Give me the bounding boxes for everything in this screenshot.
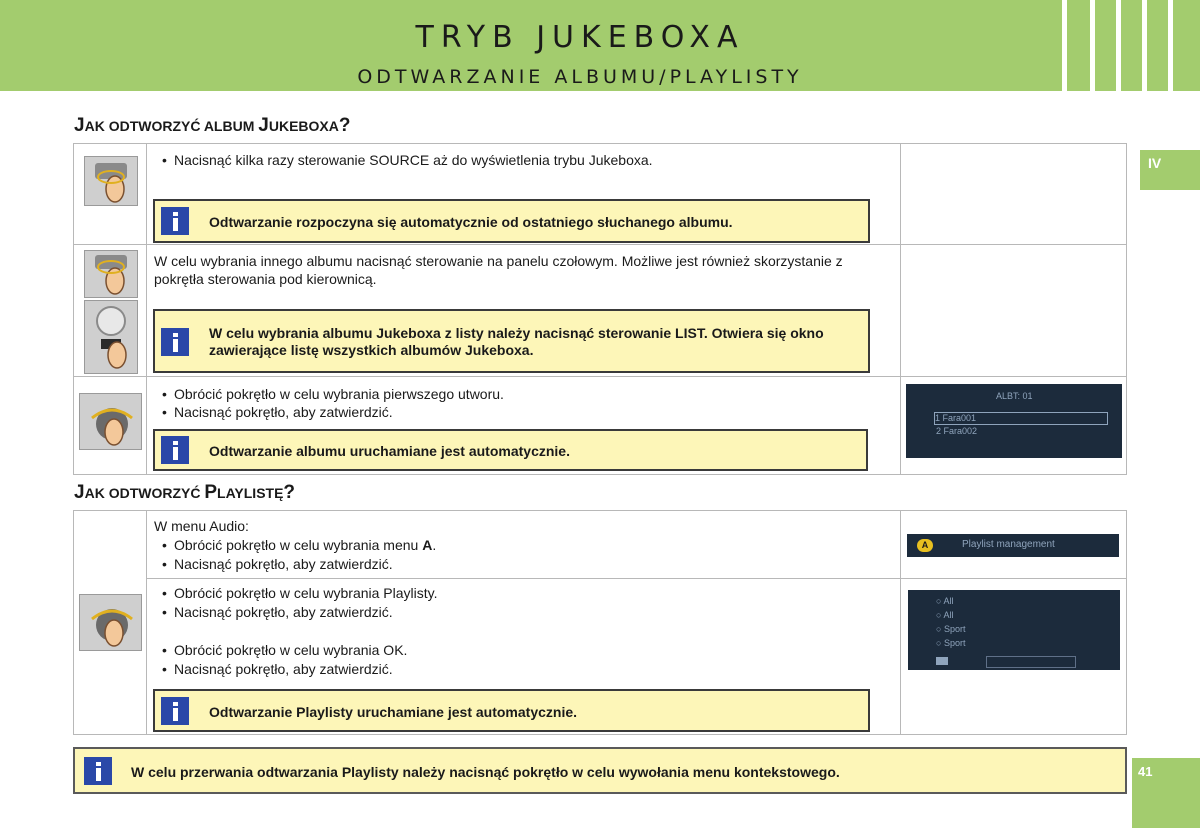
info-icon (161, 436, 189, 464)
decorative-stripe (1090, 0, 1095, 91)
section-title-playlist: JAK ODTWORZYĆ PLAYLISTĘ? (74, 482, 296, 503)
menu-a-badge: A (917, 539, 933, 552)
instruction-text: • Nacisnąć pokrętło, aby zatwierdzić. (174, 603, 393, 621)
hand-rotate-knob-icon (79, 594, 142, 651)
screen-ok-icon (936, 657, 948, 665)
info-note: Odtwarzanie Playlisty uruchamiane jest automatycznie. (153, 689, 870, 732)
decorative-stripe (1168, 0, 1173, 91)
info-note: Odtwarzanie albumu uruchamiane jest automatycznie. (153, 429, 868, 471)
info-note: W celu wybrania albumu Jukeboxa z listy należy nacisnąć sterowanie LIST. Otwiera się okno zawierające listę wszystkich albumów Jukeboxa. (153, 309, 870, 373)
instruction-text: W menu Audio: (154, 518, 249, 534)
album-list-screen: ALBT: 01 1 Fara001 2 Fara002 (906, 384, 1122, 458)
playlist-selection-screen: ○ All ○ All ○ Sport ○ Sport (908, 590, 1120, 670)
decorative-stripe (1142, 0, 1147, 91)
instruction-text: • Nacisnąć pokrętło, aby zatwierdzić. (174, 660, 393, 678)
bottom-info-note: W celu przerwania odtwarzania Playlisty należy nacisnąć pokrętło w celu wywołania menu kontekstowego. (73, 747, 1127, 794)
info-icon (161, 697, 189, 725)
instruction-text: • Nacisnąć kilka razy sterowanie SOURCE aż do wyświetlenia trybu Jukeboxa. (174, 151, 653, 169)
page-subtitle: ODTWARZANIE ALBUMU/PLAYLISTY (357, 66, 803, 88)
page-number: 41 (1132, 758, 1200, 828)
page-title: TRYB JUKEBOXA (415, 20, 745, 55)
hand-press-button-icon (84, 250, 138, 298)
hand-press-button-icon (84, 156, 138, 206)
info-icon (161, 207, 189, 235)
decorative-stripe (1116, 0, 1121, 91)
info-icon (161, 328, 189, 356)
instruction-text: • Obrócić pokrętło w celu wybrania pierwszego utworu. (174, 385, 504, 403)
instruction-text: • Nacisnąć pokrętło, aby zatwierdzić. (174, 403, 393, 421)
instruction-text: W celu wybrania innego albumu nacisnąć sterowanie na panelu czołowym. Możliwe jest również skorzystanie z pokrętła sterowania pod kierownicą. (154, 253, 843, 287)
chapter-tab[interactable]: IV (1140, 150, 1200, 190)
header-banner (0, 0, 1200, 91)
audio-menu-screen: A Playlist management (907, 534, 1119, 557)
instruction-text: • Obrócić pokrętło w celu wybrania Playlisty. (174, 584, 438, 602)
info-note: Odtwarzanie rozpoczyna się automatycznie od ostatniego słuchanego albumu. (153, 199, 870, 243)
instruction-text: • Obrócić pokrętło w celu wybrania menu A. (174, 536, 436, 554)
instruction-text: • Nacisnąć pokrętło, aby zatwierdzić. (174, 555, 393, 573)
section-title-album: JAK ODTWORZYĆ ALBUM JUKEBOXA? (74, 115, 351, 136)
hand-press-button-icon (84, 300, 138, 374)
hand-rotate-knob-icon (79, 393, 142, 450)
info-icon (84, 757, 112, 785)
screen-button-bar (986, 656, 1076, 668)
instruction-text: • Obrócić pokrętło w celu wybrania OK. (174, 641, 407, 659)
decorative-stripe (1062, 0, 1067, 91)
